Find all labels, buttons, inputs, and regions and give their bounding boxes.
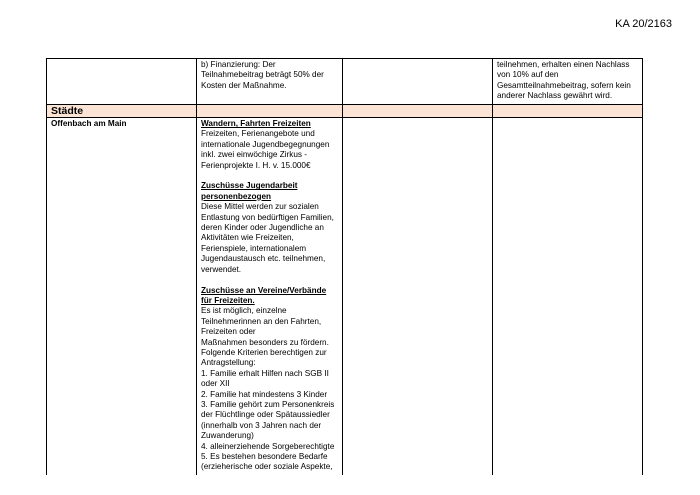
measure-heading: personenbezogen xyxy=(201,191,272,201)
city-cell xyxy=(47,118,197,475)
text-line: Diese Mittel werden zur sozialen xyxy=(201,202,319,212)
measure-block-trips xyxy=(201,119,338,171)
measure-heading: Zuschüsse Jugendarbeit xyxy=(201,181,298,191)
text-line: von 10% auf den xyxy=(497,70,559,80)
text-line: Es ist möglich, einzelne xyxy=(201,306,287,316)
text-line: Ferienspiele, internationalem xyxy=(201,243,307,253)
text-line: deren Kinder oder Jugendliche an xyxy=(201,223,324,233)
text-line: Zuwanderung) xyxy=(201,431,254,441)
measure-heading: Zuschüsse an Vereine/Verbände xyxy=(201,285,327,295)
text-line: anderer Nachlass gewährt wird. xyxy=(497,91,613,101)
text-line: Antragstellung: xyxy=(201,358,256,368)
measure-heading: für Freizeiten. xyxy=(201,295,255,305)
cell-empty xyxy=(493,104,643,117)
text-line: Teilnahmebeitrag beträgt 50% der xyxy=(201,70,324,80)
cell-empty xyxy=(343,104,493,117)
text-line: (innerhalb von 3 Jahren nach der xyxy=(201,420,322,430)
table-row-continued xyxy=(47,59,643,105)
text-line: Freizeiten oder xyxy=(201,327,256,337)
measure-block-club-grants xyxy=(201,286,338,473)
cell-financing xyxy=(197,59,343,105)
text-line: b) Finanzierung: Der xyxy=(201,60,276,69)
text-line: Aktivitäten wie Freizeiten, xyxy=(201,233,294,243)
text-line: verwendet. xyxy=(201,264,242,274)
section-title-cell xyxy=(47,104,197,117)
cell-empty xyxy=(343,59,493,105)
text-line: Gesamtteilnahmebeitrag, sofern kein xyxy=(497,80,631,90)
text-line: Maßnahmen besonders zu fördern. xyxy=(201,337,329,347)
text-line: 1. Familie erhalt Hilfen nach SGB II xyxy=(201,368,329,378)
text-line: Jugendaustausch etc. teilnehmen, xyxy=(201,254,326,264)
text-line: oder XII xyxy=(201,379,230,389)
text-line: inkl. zwei einwöchige Zirkus - xyxy=(201,150,308,160)
cell-discount xyxy=(493,59,643,105)
text-line: der Flüchtlinge oder Spätaussiedler xyxy=(201,410,330,420)
city-name: Offenbach am Main xyxy=(51,119,127,129)
text-line: teilnehmen, erhalten einen Nachlass xyxy=(497,60,630,69)
funding-table xyxy=(46,58,643,475)
text-line: 2. Familie hat mindestens 3 Kinder xyxy=(201,389,328,399)
text-line: Freizeiten, Ferienangebote und xyxy=(201,129,315,139)
text-line: (erzieherische oder soziale Aspekte, xyxy=(201,462,333,472)
text-line: Folgende Kriterien berechtigen zur xyxy=(201,347,327,357)
text-line: 4. alleinerziehende Sorgeberechtigte xyxy=(201,441,335,451)
document-reference: KA 20/2163 xyxy=(615,18,672,30)
text-line: internationale Jugendbegegnungen xyxy=(201,139,330,149)
measures-cell xyxy=(197,118,343,475)
measure-block-youth-grants xyxy=(201,181,338,275)
measure-heading: Wandern, Fahrten Freizeiten xyxy=(201,119,311,129)
text-line: Teilnehmerinnen an den Fahrten, xyxy=(201,316,322,326)
section-row xyxy=(47,104,643,117)
cell-empty xyxy=(343,118,493,475)
text-line: Kosten der Maßnahme. xyxy=(201,80,287,90)
text-line: Ferienprojekte I. H. v. 15.000€ xyxy=(201,160,311,170)
table-row-city xyxy=(47,118,643,475)
cell-empty xyxy=(493,118,643,475)
text-line: 5. Es bestehen besondere Bedarfe xyxy=(201,452,328,461)
text-line: Entlastung von bedürftigen Familien, xyxy=(201,212,334,222)
cell-empty xyxy=(197,104,343,117)
text-line: 3. Familie gehört zum Personenkreis xyxy=(201,399,335,409)
section-title: Städte xyxy=(51,104,84,117)
cell-empty xyxy=(47,59,197,105)
